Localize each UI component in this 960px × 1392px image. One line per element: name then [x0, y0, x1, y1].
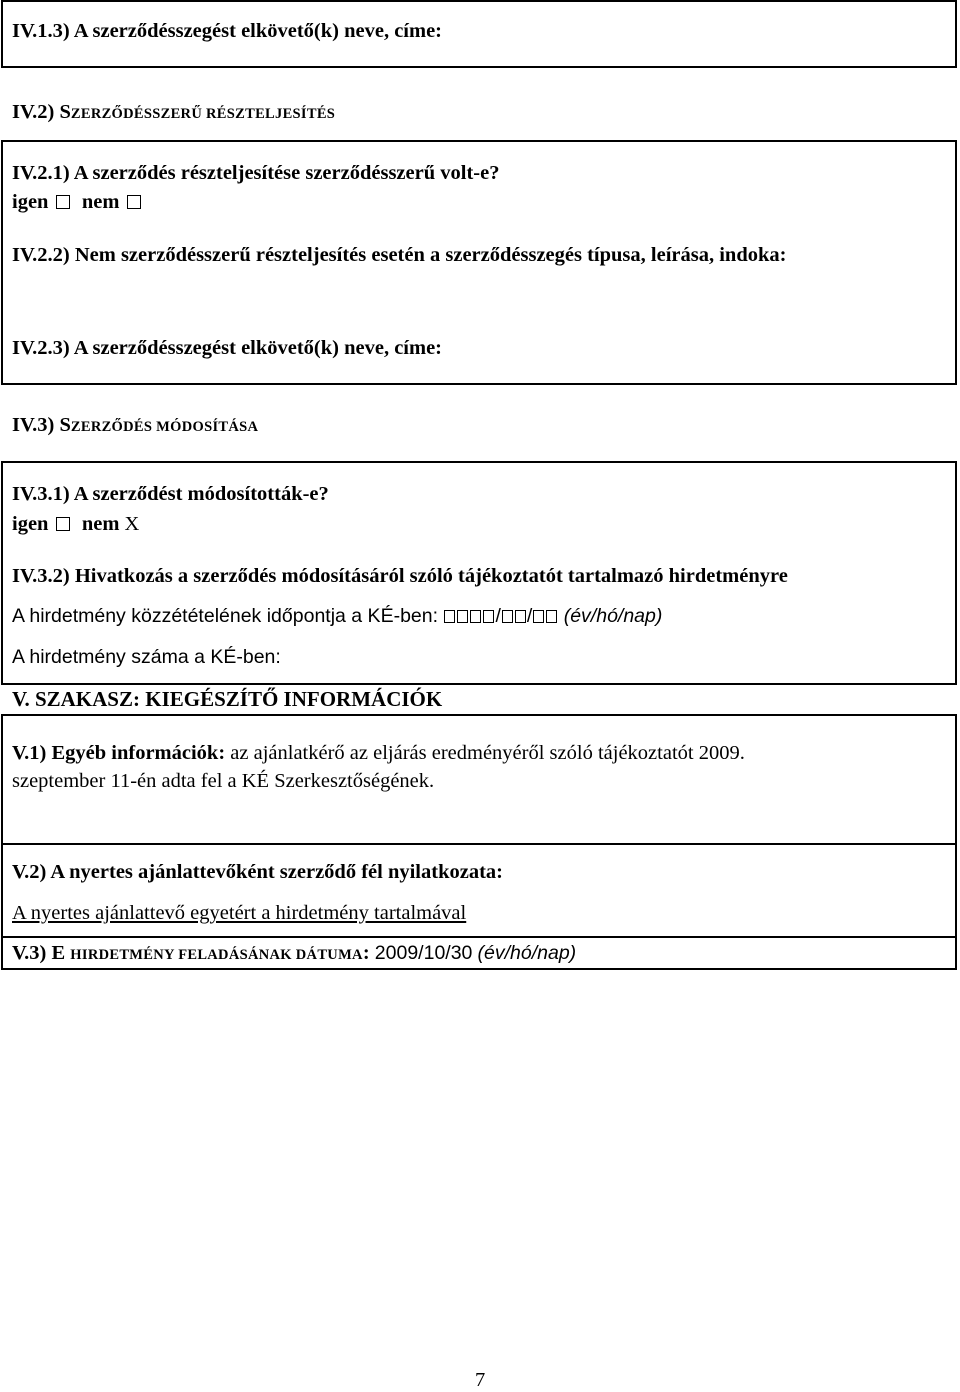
v2-text: A nyertes ajánlattevő egyetért a hirdetmény tartalmával [12, 902, 467, 924]
date-year-box [444, 610, 455, 623]
date-day-box [546, 610, 557, 623]
iv32-question: IV.3.2) Hivatkozás a szerződés módosításáról szóló tájékoztatót tartalmazó hirdetményre [12, 565, 788, 587]
iv13-label: IV.1.3) A szerződésszegést elkövető(k) neve, címe: [12, 20, 443, 42]
iv23-question: IV.2.3) A szerződésszegést elkövető(k) neve, címe: [12, 337, 443, 359]
page-number: 7 [475, 1369, 486, 1391]
iv31-no-mark[interactable]: X [124, 513, 140, 535]
date-day-box [533, 610, 544, 623]
iv32-pub-number: A hirdetmény száma a KÉ-ben: [12, 646, 281, 668]
iv32-pub-date: A hirdetmény közzétételének időpontja a KÉ-ben: / / (év/hó/nap) [12, 605, 663, 627]
v-heading: V. SZAKASZ: KIEGÉSZÍTŐ INFORMÁCIÓK [12, 687, 443, 711]
iv31-options: igen nem X [12, 513, 140, 535]
iv3-heading: IV.3) SZERZŐDÉS MÓDOSÍTÁSA [12, 414, 259, 436]
iv21-question: IV.2.1) A szerződés részteljesítése szerződésszerű volt-e? [12, 162, 500, 184]
date-format-hint: (év/hó/nap) [563, 605, 663, 627]
date-month-box [502, 610, 513, 623]
iv21-yes-checkbox[interactable] [56, 195, 70, 209]
v1-line1: V.1) Egyéb információk: az ajánlatkérő az eljárás eredményéről szóló tájékoztatót 2009. [12, 742, 745, 764]
iv2-heading: IV.2) SZERZŐDÉSSZERŰ RÉSZTELJESÍTÉS [12, 101, 336, 123]
iv22-question: IV.2.2) Nem szerződésszerű részteljesítés esetén a szerződésszegés típusa, leírása, indoka: [12, 244, 787, 266]
iv31-question: IV.3.1) A szerződést módosították-e? [12, 483, 329, 505]
date-year-box [470, 610, 481, 623]
v1-line2: szeptember 11-én adta fel a KÉ Szerkesztőségének. [12, 770, 435, 792]
iv31-yes-checkbox[interactable] [56, 517, 70, 531]
iv21-options: igen nem [12, 190, 143, 214]
date-year-box [457, 610, 468, 623]
date-month-box [515, 610, 526, 623]
date-year-box [483, 610, 494, 623]
v3-line: V.3) E HIRDETMÉNY FELADÁSÁNAK DÁTUMA: 2009/10/30 (év/hó/nap) [12, 942, 577, 964]
v2-label: V.2) A nyertes ajánlattevőként szerződő fél nyilatkozata: [12, 861, 503, 883]
iv21-no-checkbox[interactable] [127, 195, 141, 209]
